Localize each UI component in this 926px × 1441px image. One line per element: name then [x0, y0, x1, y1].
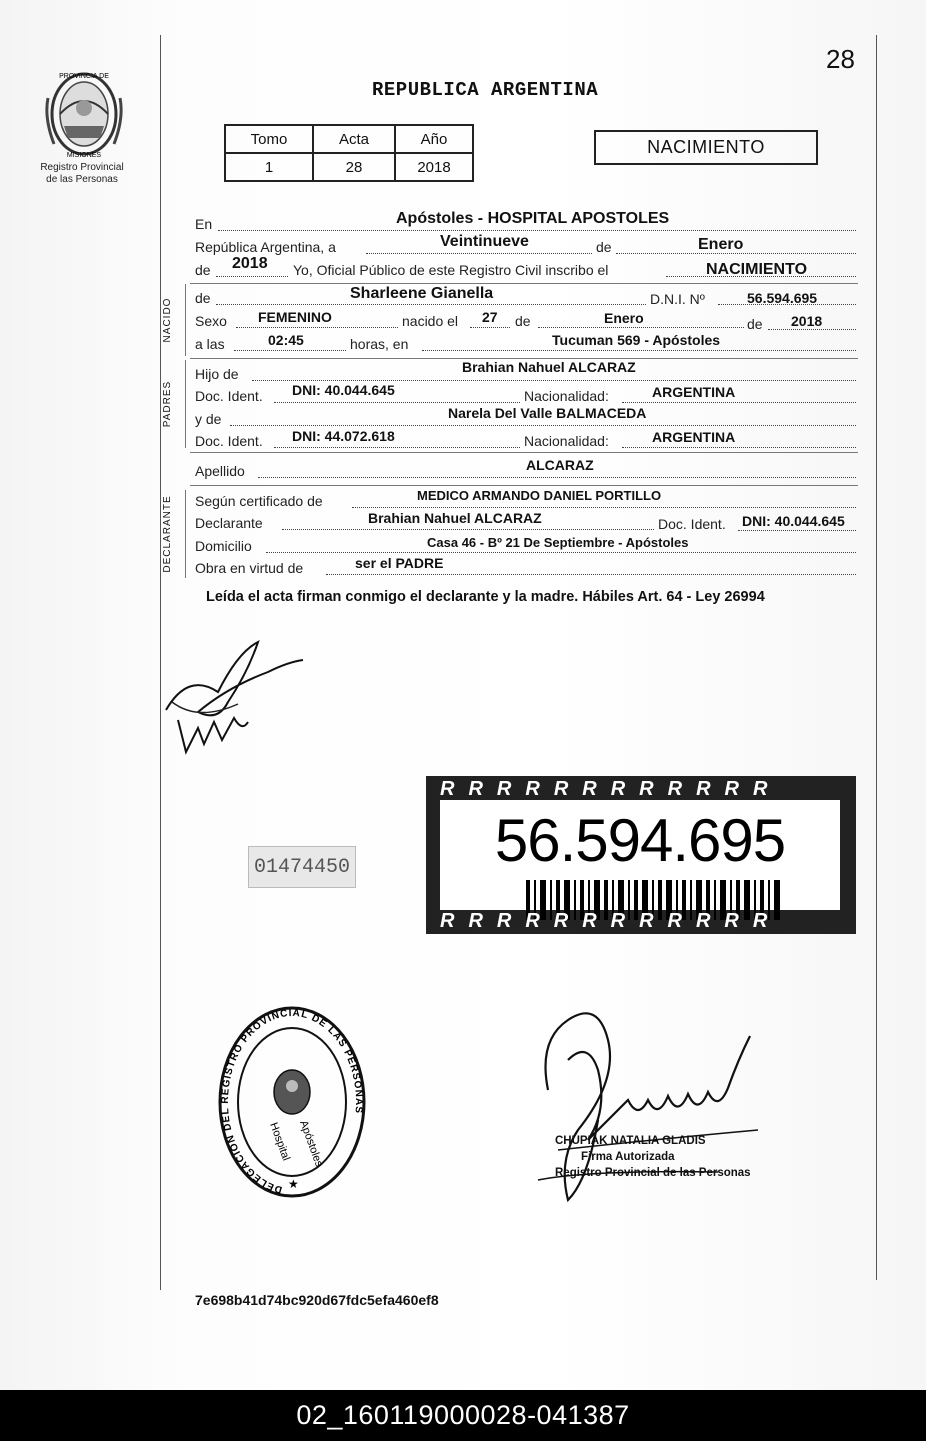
section-nacido: [162, 284, 186, 356]
barcode-pattern-top: RRRRRRRRRRRR: [440, 778, 782, 800]
registry-caption-line1: Registro Provincial: [40, 162, 124, 173]
dotted-line: [738, 529, 856, 531]
value-anio-nacimiento: 2018: [791, 313, 823, 329]
label-doc-ident-declarante: Doc. Ident.: [658, 516, 726, 532]
header-acta: Acta: [313, 125, 395, 153]
official-block: [555, 1133, 751, 1181]
value-apellido: ALCARAZ: [526, 457, 594, 473]
section-padres: [162, 360, 186, 448]
official-role: Firma Autorizada: [581, 1151, 675, 1163]
value-tipo-inscripcion: NACIMIENTO: [706, 261, 808, 278]
value-padre-dni: DNI: 40.044.645: [292, 382, 395, 398]
dotted-line: [234, 349, 346, 351]
province-coat-of-arms-icon: [40, 68, 128, 160]
dotted-line: [366, 252, 592, 254]
value-mes-registro: Enero: [698, 236, 744, 253]
dotted-line: [326, 573, 856, 575]
registry-caption-line2: de las Personas: [46, 174, 118, 185]
document-hash: 7e698b41d74bc920d67fdc5efa460ef8: [195, 1292, 439, 1308]
dotted-line: [622, 446, 856, 448]
value-hora: 02:45: [268, 332, 304, 348]
registry-seal: [218, 1006, 366, 1198]
page-number: 28: [826, 44, 855, 74]
value-certificado: MEDICO ARMANDO DANIEL PORTILLO: [417, 488, 662, 503]
label-hijo-de: Hijo de: [195, 366, 239, 382]
value-padre: Brahian Nahuel ALCARAZ: [462, 359, 636, 375]
control-number-stamp: 01474450: [248, 846, 356, 888]
value-declarante-dni: DNI: 40.044.645: [742, 513, 845, 529]
value-obra-en-virtud: ser el PADRE: [355, 555, 444, 571]
official-name: CHUPIAK NATALIA GLADIS: [555, 1135, 706, 1147]
file-id-footer: 02_160119000028-041387: [0, 1390, 926, 1441]
document-type-box: NACIMIENTO: [594, 130, 818, 165]
label-de-anio: de: [195, 262, 211, 278]
country-title: REPUBLICA ARGENTINA: [372, 79, 599, 101]
dotted-line: [352, 506, 856, 508]
header-tomo: Tomo: [225, 125, 313, 153]
dotted-line: [258, 476, 856, 478]
dotted-line: [252, 379, 856, 381]
barcode-number: 56.594.695: [494, 807, 786, 874]
barcode-label: [426, 776, 856, 934]
official-signature: [528, 1000, 768, 1220]
label-doc-ident-madre: Doc. Ident.: [195, 433, 263, 449]
closing-text: Leída el acta firman conmigo el declarante y la madre. Hábiles Art. 64 - Ley 26994: [206, 589, 765, 605]
official-office: Registro Provincial de las Personas: [555, 1167, 751, 1179]
dotted-line: [422, 349, 856, 351]
value-lugar-nacimiento: Tucuman 569 - Apóstoles: [552, 332, 721, 348]
label-nacionalidad-madre: Nacionalidad:: [524, 433, 609, 449]
value-acta: 28: [313, 153, 395, 181]
value-anio-registro: 2018: [232, 255, 268, 272]
value-declarante: Brahian Nahuel ALCARAZ: [368, 510, 542, 526]
dotted-line: [216, 275, 288, 277]
label-de-dia: de: [515, 313, 531, 329]
label-domicilio: Domicilio: [195, 538, 252, 554]
label-republica: República Argentina, a: [195, 239, 336, 255]
label-a-las: a las: [195, 336, 225, 352]
value-madre-dni: DNI: 44.072.618: [292, 428, 395, 444]
section-label-declarante: DECLARANTE: [162, 495, 173, 573]
value-madre: Narela Del Valle BALMACEDA: [448, 405, 647, 421]
label-de-mes: de: [596, 239, 612, 255]
logo-text-top: PROVINCIA DE: [59, 73, 109, 80]
value-nombre: Sharleene Gianella: [350, 285, 494, 302]
section-divider: [190, 452, 858, 453]
dotted-line: [266, 551, 856, 553]
section-divider: [190, 283, 858, 284]
right-margin-line: [876, 35, 877, 1280]
dotted-line: [538, 326, 744, 328]
barcode-white-area: [440, 800, 840, 910]
label-sexo: Sexo: [195, 313, 227, 329]
section-label-padres: PADRES: [162, 380, 173, 428]
value-lugar: Apóstoles - HOSPITAL APOSTOLES: [396, 210, 670, 227]
label-de-anio2: de: [747, 316, 763, 332]
label-declarante: Declarante: [195, 515, 263, 531]
seal-ring-text: DELEGACION DEL REGISTRO PROVINCIAL DE LAS PERSONAS: [219, 1007, 365, 1195]
record-index-value-row: [225, 153, 473, 181]
label-yo-oficial: Yo, Oficial Público de este Registro Civil inscribo el: [293, 262, 609, 278]
value-dia-registro: Veintinueve: [440, 233, 529, 250]
label-segun-certificado: Según certificado de: [195, 493, 323, 509]
value-sexo: FEMENINO: [258, 309, 332, 325]
value-dni: 56.594.695: [747, 290, 818, 306]
record-index-table: [224, 124, 474, 182]
value-domicilio: Casa 46 - Bº 21 De Septiembre - Apóstoles: [427, 535, 689, 550]
seal-star-icon: ★: [288, 1177, 299, 1191]
label-dni: D.N.I. Nº: [650, 291, 705, 307]
value-anio: 2018: [395, 153, 473, 181]
dotted-line: [216, 303, 646, 305]
label-apellido: Apellido: [195, 463, 245, 479]
dotted-line: [622, 401, 856, 403]
dotted-line: [218, 229, 856, 231]
section-divider: [190, 485, 858, 486]
label-y-de: y de: [195, 411, 222, 427]
dotted-line: [230, 424, 856, 426]
label-nacionalidad-padre: Nacionalidad:: [524, 388, 609, 404]
value-dia-nacimiento: 27: [482, 309, 498, 325]
seal-inner-line1: Hospital: [267, 1120, 293, 1163]
dotted-line: [236, 326, 398, 328]
dotted-line: [282, 528, 654, 530]
header-anio: Año: [395, 125, 473, 153]
label-obra-en-virtud: Obra en virtud de: [195, 560, 304, 576]
seal-inner-line2: Apóstoles: [297, 1118, 325, 1169]
section-label-nacido: NACIDO: [162, 297, 173, 343]
value-mes-nacimiento: Enero: [604, 310, 644, 326]
dotted-line: [274, 401, 520, 403]
value-padre-nacionalidad: ARGENTINA: [652, 384, 736, 400]
value-madre-nacionalidad: ARGENTINA: [652, 429, 736, 445]
label-de-nombre: de: [195, 290, 211, 306]
label-nacido-el: nacido el: [402, 313, 459, 329]
label-doc-ident-padre: Doc. Ident.: [195, 388, 263, 404]
dotted-line: [274, 446, 520, 448]
label-en: En: [195, 216, 213, 232]
declarant-signature: [158, 632, 308, 762]
dotted-line: [470, 326, 510, 328]
section-declarante: [162, 490, 186, 578]
logo-text-bottom: MISIONES: [66, 152, 102, 159]
label-horas-en: horas, en: [350, 336, 409, 352]
barcode-pattern-bottom: RRRRRRRRRRRR: [440, 910, 782, 932]
registry-caption: [22, 162, 142, 186]
record-index-header-row: [225, 125, 473, 153]
value-tomo: 1: [225, 153, 313, 181]
